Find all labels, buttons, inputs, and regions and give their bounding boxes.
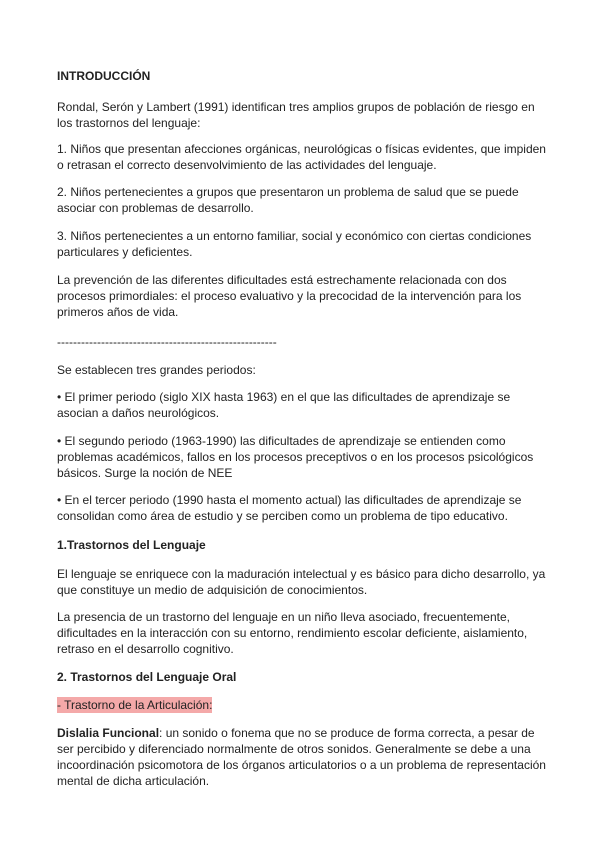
period-item-1: • El primer periodo (siglo XIX hasta 1963) en el que las dificultades de aprendizaje se asocian a daños neurológicos. bbox=[57, 390, 511, 420]
prevention-paragraph: La prevención de las diferentes dificultades está estrechamente relacionada con dos procesos primordiales: el proceso evaluativo y la precocidad de la intervención para los primeros años de vida. bbox=[57, 273, 522, 319]
section-1-paragraph-1: El lenguaje se enriquece con la maduración intelectual y es básico para dicho desarrollo, ya que constituye un medio de adquisición de conocimientos. bbox=[57, 567, 546, 597]
separator-line: ------------------------------------------------------- bbox=[57, 335, 277, 349]
risk-group-1: 1. Niños que presentan afecciones orgánicas, neurológicas o físicas evidentes, que impiden o retrasan el correcto desenvolvimiento de las actividades del lenguaje. bbox=[57, 142, 546, 172]
risk-group-2: 2. Niños pertenecientes a grupos que presentaron un problema de salud que se puede asociar con problemas de desarrollo. bbox=[57, 185, 519, 215]
periods-intro: Se establecen tres grandes periodos: bbox=[57, 363, 256, 377]
dislalia-paragraph bbox=[57, 725, 547, 789]
subsection-label-highlight: - Trastorno de la Articulación: bbox=[57, 698, 213, 712]
subsection-label-row bbox=[57, 697, 547, 713]
section-1-title: 1.Trastornos del Lenguaje bbox=[57, 538, 206, 552]
document-title: INTRODUCCIÓN bbox=[57, 69, 151, 83]
dislalia-term: Dislalia Funcional bbox=[57, 726, 160, 740]
period-item-3: • En el tercer periodo (1990 hasta el momento actual) las dificultades de aprendizaje se consolidan como área de estudio y se perciben como un problema de tipo educativo. bbox=[57, 493, 522, 523]
risk-group-3: 3. Niños pertenecientes a un entorno familiar, social y económico con ciertas condiciones particulares y deficientes. bbox=[57, 229, 532, 259]
section-2-title: 2. Trastornos del Lenguaje Oral bbox=[57, 670, 237, 684]
intro-paragraph: Rondal, Serón y Lambert (1991) identifican tres amplios grupos de población de riesgo en los trastornos del lenguaje: bbox=[57, 100, 535, 130]
dislalia-definition: : un sonido o fonema que no se produce de forma correcta, a pesar de ser percibido y diferenciado normalmente de otros sonidos. Generalmente se debe a una incoordinación psicomotora de los órganos articulatorios o a un problema de representación mental de dicha articulación. bbox=[57, 726, 546, 788]
period-item-2: • El segundo periodo (1963-1990) las dificultades de aprendizaje se entienden como problemas académicos, fallos en los procesos preceptivos o en los procesos psicológicos básicos. Surge la noción de NEE bbox=[57, 434, 534, 480]
section-1-paragraph-2: La presencia de un trastorno del lenguaje en un niño lleva asociado, frecuentemente, dificultades en la interacción con su entorno, rendimiento escolar deficiente, aislamiento, retraso en el desarrollo cognitivo. bbox=[57, 610, 528, 656]
